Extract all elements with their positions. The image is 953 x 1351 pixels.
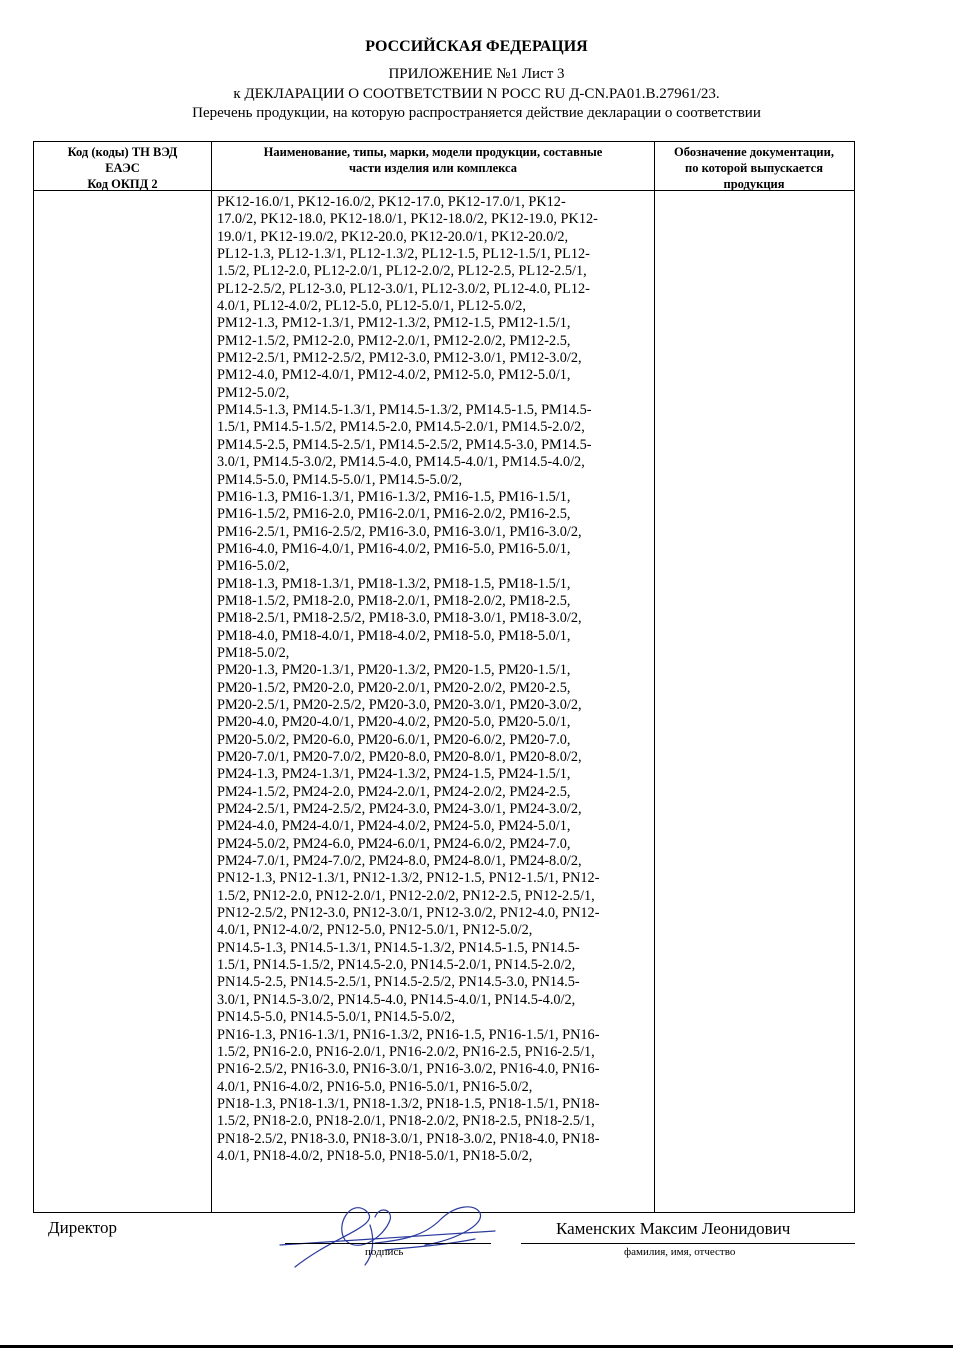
product-line: PM20-2.5/1, PM20-2.5/2, PM20-3.0, PM20-3.0/1, PM20-3.0/2, (217, 696, 582, 713)
product-line: PM24-2.5/1, PM24-2.5/2, PM24-3.0, PM24-3.0/1, PM24-3.0/2, (217, 801, 582, 818)
product-list (217, 194, 653, 1165)
declaration-reference: к ДЕКЛАРАЦИИ О СООТВЕТСТВИИ N РОСС RU Д-CN.PA01.B.27961/23. (233, 86, 720, 102)
product-line: 4.0/1, PN16-4.0/2, PN16-5.0, PN16-5.0/1, PN16-5.0/2, (217, 1078, 533, 1095)
product-line: PM16-4.0, PM16-4.0/1, PM16-4.0/2, PM16-5.0, PM16-5.0/1, (217, 540, 571, 557)
product-line: PN18-2.5/2, PN18-3.0, PN18-3.0/1, PN18-3.0/2, PN18-4.0, PN18- (217, 1130, 600, 1147)
product-line: PK12-16.0/1, PK12-16.0/2, PK12-17.0, PK12-17.0/1, PK12- (217, 194, 566, 210)
product-line: PM18-4.0, PM18-4.0/1, PM18-4.0/2, PM18-5.0, PM18-5.0/1, (217, 627, 571, 644)
product-line: PN16-1.3, PN16-1.3/1, PN16-1.3/2, PN16-1.5, PN16-1.5/1, PN16- (217, 1026, 600, 1043)
product-line: PM16-2.5/1, PM16-2.5/2, PM16-3.0, PM16-3.0/1, PM16-3.0/2, (217, 523, 582, 540)
name-line (521, 1243, 855, 1244)
signer-name: Каменских Максим Леонидович (556, 1219, 791, 1238)
product-line: 1.5/2, PN12-2.0, PN12-2.0/1, PN12-2.0/2, PN12-2.5, PN12-2.5/1, (217, 887, 595, 904)
product-line: PM20-5.0/2, PM20-6.0, PM20-6.0/1, PM20-6.0/2, PM20-7.0, (217, 731, 571, 748)
product-line: 1.5/1, PM14.5-1.5/2, PM14.5-2.0, PM14.5-2.0/1, PM14.5-2.0/2, (217, 419, 585, 436)
product-line: PN14.5-2.5, PN14.5-2.5/1, PN14.5-2.5/2, PN14.5-3.0, PN14.5- (217, 974, 580, 991)
product-line: PM18-1.5/2, PM18-2.0, PM18-2.0/1, PM18-2.0/2, PM18-2.5, (217, 592, 571, 609)
handwritten-signature (275, 1195, 525, 1275)
product-line: PN14.5-5.0, PN14.5-5.0/1, PN14.5-5.0/2, (217, 1009, 455, 1026)
product-line: 1.5/2, PN18-2.0, PN18-2.0/1, PN18-2.0/2, PN18-2.5, PN18-2.5/1, (217, 1113, 595, 1130)
product-line: 4.0/1, PN18-4.0/2, PN18-5.0, PN18-5.0/1, PN18-5.0/2, (217, 1147, 533, 1164)
product-line: 1.5/1, PN14.5-1.5/2, PN14.5-2.0, PN14.5-2.0/1, PN14.5-2.0/2, (217, 957, 576, 974)
product-line: 1.5/2, PN16-2.0, PN16-2.0/1, PN16-2.0/2, PN16-2.5, PN16-2.5/1, (217, 1043, 595, 1060)
product-line: PM12-5.0/2, (217, 384, 290, 401)
header-documentation: Обозначение документации, по которой выпускается продукция (674, 145, 834, 191)
product-line: PM20-4.0, PM20-4.0/1, PM20-4.0/2, PM20-5.0, PM20-5.0/1, (217, 714, 571, 731)
product-list-title: Перечень продукции, на которую распространяется действие декларации о соответствии (192, 105, 761, 121)
product-line: PN14.5-1.3, PN14.5-1.3/1, PN14.5-1.3/2, PN14.5-1.5, PN14.5- (217, 939, 580, 956)
product-line: PM20-1.3, PM20-1.3/1, PM20-1.3/2, PM20-1.5, PM20-1.5/1, (217, 662, 571, 679)
product-line: 19.0/1, PK12-19.0/2, PK12-20.0, PK12-20.0/1, PK12-20.0/2, (217, 228, 569, 245)
product-line: PM18-1.3, PM18-1.3/1, PM18-1.3/2, PM18-1.5, PM18-1.5/1, (217, 575, 571, 592)
country-title: РОССИЙСКАЯ ФЕДЕРАЦИЯ (365, 38, 588, 55)
page-bottom-rule (0, 1345, 953, 1348)
header-tnved-codes: Код (коды) ТН ВЭД ЕАЭС Код ОКПД 2 (67, 145, 178, 191)
appendix-sheet-label: ПРИЛОЖЕНИЕ №1 Лист 3 (388, 66, 565, 82)
product-line: PN16-2.5/2, PN16-3.0, PN16-3.0/1, PN16-3.0/2, PN16-4.0, PN16- (217, 1061, 600, 1078)
name-caption: фамилия, имя, отчество (624, 1246, 736, 1258)
product-line: 1.5/2, PL12-2.0, PL12-2.0/1, PL12-2.0/2, PL12-2.5, PL12-2.5/1, (217, 263, 587, 280)
product-line: PM12-2.5/1, PM12-2.5/2, PM12-3.0, PM12-3.0/1, PM12-3.0/2, (217, 350, 582, 367)
product-line: PM12-1.3, PM12-1.3/1, PM12-1.3/2, PM12-1.5, PM12-1.5/1, (217, 315, 571, 332)
product-line: PM24-1.5/2, PM24-2.0, PM24-2.0/1, PM24-2.0/2, PM24-2.5, (217, 783, 571, 800)
product-line: PM16-5.0/2, (217, 558, 290, 575)
column-documentation (655, 142, 853, 1212)
product-line: 4.0/1, PL12-4.0/2, PL12-5.0, PL12-5.0/1, PL12-5.0/2, (217, 298, 526, 315)
product-line: 4.0/1, PN12-4.0/2, PN12-5.0, PN12-5.0/1, PN12-5.0/2, (217, 922, 533, 939)
signature-line (285, 1243, 491, 1244)
product-line: PL12-1.3, PL12-1.3/1, PL12-1.3/2, PL12-1.5, PL12-1.5/1, PL12- (217, 246, 590, 263)
product-table (33, 141, 855, 1213)
product-line: PM12-4.0, PM12-4.0/1, PM12-4.0/2, PM12-5.0, PM12-5.0/1, (217, 367, 571, 384)
product-line: PM16-1.3, PM16-1.3/1, PM16-1.3/2, PM16-1.5, PM16-1.5/1, (217, 488, 571, 505)
product-line: PM14.5-5.0, PM14.5-5.0/1, PM14.5-5.0/2, (217, 471, 463, 488)
product-line: 3.0/1, PM14.5-3.0/2, PM14.5-4.0, PM14.5-4.0/1, PM14.5-4.0/2, (217, 454, 585, 471)
product-line: PM24-4.0, PM24-4.0/1, PM24-4.0/2, PM24-5.0, PM24-5.0/1, (217, 818, 571, 835)
product-line: PM18-2.5/1, PM18-2.5/2, PM18-3.0, PM18-3.0/1, PM18-3.0/2, (217, 610, 582, 627)
signer-role: Директор (48, 1218, 117, 1237)
product-line: 17.0/2, PK12-18.0, PK12-18.0/1, PK12-18.0/2, PK12-19.0, PK12- (217, 211, 598, 228)
signature-caption: подпись (365, 1246, 404, 1258)
product-line: PM12-1.5/2, PM12-2.0, PM12-2.0/1, PM12-2.0/2, PM12-2.5, (217, 332, 571, 349)
product-line: 3.0/1, PN14.5-3.0/2, PN14.5-4.0, PN14.5-4.0/1, PN14.5-4.0/2, (217, 991, 576, 1008)
product-line: PN12-2.5/2, PN12-3.0, PN12-3.0/1, PN12-3.0/2, PN12-4.0, PN12- (217, 905, 600, 922)
product-line: PN12-1.3, PN12-1.3/1, PN12-1.3/2, PN12-1.5, PN12-1.5/1, PN12- (217, 870, 600, 887)
column-tnved-codes (34, 142, 212, 1212)
product-line: PM14.5-1.3, PM14.5-1.3/1, PM14.5-1.3/2, PM14.5-1.5, PM14.5- (217, 402, 592, 419)
product-line: PM16-1.5/2, PM16-2.0, PM16-2.0/1, PM16-2.0/2, PM16-2.5, (217, 506, 571, 523)
product-line: PM24-5.0/2, PM24-6.0, PM24-6.0/1, PM24-6.0/2, PM24-7.0, (217, 835, 571, 852)
product-line: PM24-1.3, PM24-1.3/1, PM24-1.3/2, PM24-1.5, PM24-1.5/1, (217, 766, 571, 783)
product-line: PM20-1.5/2, PM20-2.0, PM20-2.0/1, PM20-2.0/2, PM20-2.5, (217, 679, 571, 696)
product-line: PM18-5.0/2, (217, 644, 290, 661)
product-line: PM14.5-2.5, PM14.5-2.5/1, PM14.5-2.5/2, PM14.5-3.0, PM14.5- (217, 436, 592, 453)
header-product-names: Наименование, типы, марки, модели продукции, составные части изделия или комплекса (263, 145, 603, 175)
product-line: PN18-1.3, PN18-1.3/1, PN18-1.3/2, PN18-1.5, PN18-1.5/1, PN18- (217, 1095, 600, 1112)
header-divider (34, 190, 854, 191)
product-line: PM20-7.0/1, PM20-7.0/2, PM20-8.0, PM20-8.0/1, PM20-8.0/2, (217, 749, 582, 765)
product-line: PM24-7.0/1, PM24-7.0/2, PM24-8.0, PM24-8.0/1, PM24-8.0/2, (217, 853, 582, 870)
product-line: PL12-2.5/2, PL12-3.0, PL12-3.0/1, PL12-3.0/2, PL12-4.0, PL12- (217, 280, 590, 297)
